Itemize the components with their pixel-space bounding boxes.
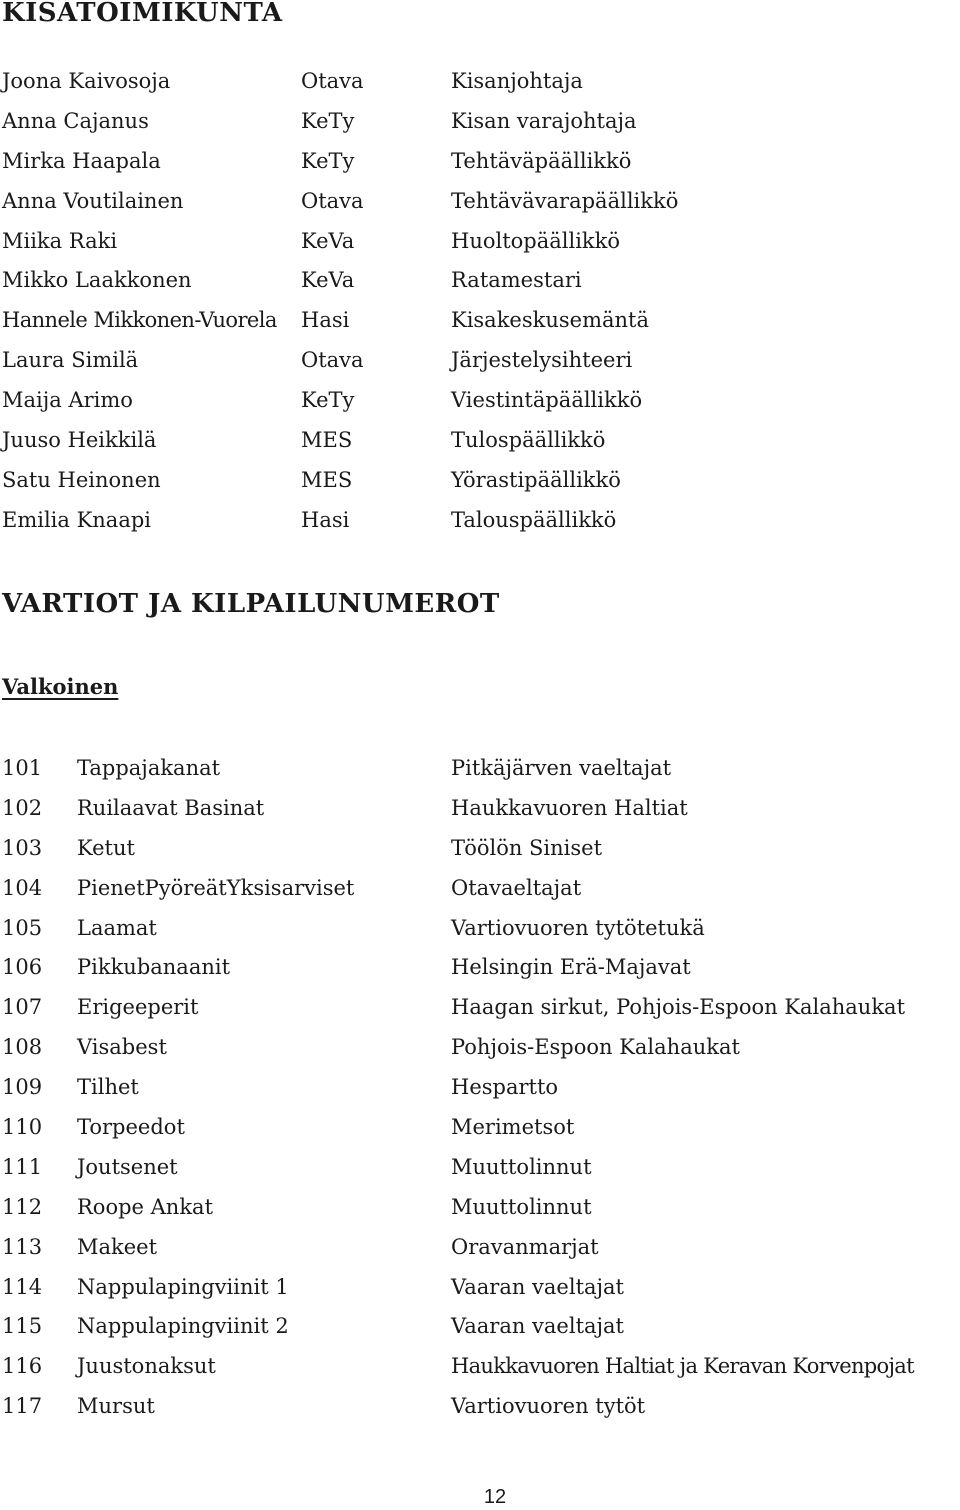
patrol-team: Roope Ankat (77, 1194, 214, 1219)
patrol-team: Torpeedot (77, 1115, 185, 1140)
patrols-heading: VARTIOT JA KILPAILUNUMEROT (2, 589, 500, 619)
member-role: Järjestelysihteeri (451, 348, 633, 373)
member-role: Talouspäällikkö (451, 507, 617, 532)
patrol-number: 117 (2, 1394, 43, 1419)
patrol-number: 103 (2, 835, 43, 860)
member-role: Viestintäpäällikkö (451, 388, 643, 413)
member-club: MES (301, 428, 353, 453)
committee-heading: KISATOIMIKUNTA (2, 0, 283, 28)
patrol-number: 107 (2, 995, 43, 1020)
series-title: Valkoinen (2, 674, 119, 699)
member-club: KeTy (301, 388, 355, 413)
patrol-number: 113 (2, 1234, 43, 1259)
member-name: Mirka Haapala (2, 148, 161, 173)
patrol-group: Muuttolinnut (451, 1194, 592, 1219)
member-club: KeTy (301, 148, 355, 173)
patrol-team: Nappulapingviinit 2 (77, 1314, 289, 1339)
patrol-team: Nappulapingviinit 1 (77, 1274, 289, 1299)
member-club: Otava (301, 188, 364, 213)
member-role: Ratamestari (451, 268, 582, 293)
member-club: KeTy (301, 108, 355, 133)
patrol-number: 106 (2, 955, 43, 980)
patrol-team: Tilhet (77, 1075, 139, 1100)
patrol-team: Mursut (77, 1394, 155, 1419)
member-name: Hannele Mikkonen-Vuorela (2, 308, 277, 333)
patrol-number: 114 (2, 1274, 43, 1299)
patrol-group: Pitkäjärven vaeltajat (451, 756, 672, 780)
member-club: MES (301, 467, 353, 492)
member-role: Kisan varajohtaja (451, 108, 637, 133)
patrol-group: Helsingin Erä-Majavat (451, 955, 691, 980)
patrol-team: Ketut (77, 835, 135, 860)
patrol-number: 112 (2, 1194, 43, 1219)
patrol-team: Erigeeperit (77, 995, 199, 1020)
patrol-group: Pohjois-Espoon Kalahaukat (451, 1035, 740, 1060)
member-club: Otava (301, 348, 364, 373)
member-club: Hasi (301, 308, 350, 333)
patrol-group: Töölön Siniset (451, 835, 603, 860)
patrol-group: Haagan sirkut, Pohjois-Espoon Kalahaukat (451, 995, 906, 1020)
patrol-group: Muuttolinnut (451, 1154, 592, 1179)
patrol-group: Haukkavuoren Haltiat (451, 795, 688, 820)
patrol-number: 110 (2, 1115, 43, 1140)
patrol-number: 104 (2, 875, 43, 900)
patrol-group: Oravanmarjat (451, 1234, 599, 1259)
member-name: Satu Heinonen (2, 467, 161, 492)
patrol-number: 111 (2, 1154, 43, 1179)
member-club: Hasi (301, 507, 350, 532)
patrol-number: 109 (2, 1075, 43, 1100)
page-number: 12 (483, 1486, 507, 1508)
patrol-number: 105 (2, 915, 43, 940)
member-name: Mikko Laakkonen (2, 268, 192, 293)
patrol-team: PienetPyöreätYksisarviset (77, 875, 355, 900)
patrol-number: 108 (2, 1035, 43, 1060)
patrol-group: Haukkavuoren Haltiat ja Keravan Korvenpojat (451, 1354, 914, 1379)
patrol-team: Laamat (77, 915, 157, 940)
patrol-number: 101 (2, 756, 43, 780)
patrol-group: Vartiovuoren tytötetukä (451, 915, 705, 940)
patrol-number: 102 (2, 795, 43, 820)
patrol-number: 115 (2, 1314, 43, 1339)
member-name: Juuso Heikkilä (2, 428, 157, 453)
member-role: Tehtäväpäällikkö (451, 148, 632, 173)
member-role: Yörastipäällikkö (451, 467, 621, 492)
patrol-group: Otavaeltajat (451, 875, 582, 900)
patrol-group: Vaaran vaeltajat (451, 1274, 624, 1299)
patrol-group: Hespartto (451, 1075, 559, 1100)
patrol-group: Vartiovuoren tytöt (451, 1394, 646, 1419)
member-name: Maija Arimo (2, 388, 133, 413)
patrol-team: Tappajakanat (77, 756, 221, 780)
patrol-team: Visabest (77, 1035, 167, 1060)
member-name: Anna Voutilainen (2, 188, 184, 213)
member-club: KeVa (301, 228, 355, 253)
member-name: Emilia Knaapi (2, 507, 151, 532)
patrol-team: Ruilaavat Basinat (77, 795, 265, 820)
member-name: Laura Similä (2, 348, 139, 373)
patrol-group: Vaaran vaeltajat (451, 1314, 624, 1339)
member-role: Kisanjohtaja (451, 69, 583, 93)
member-role: Huoltopäällikkö (451, 228, 621, 253)
patrol-team: Pikkubanaanit (77, 955, 231, 980)
patrol-number: 116 (2, 1354, 43, 1379)
patrol-team: Juustonaksut (77, 1354, 216, 1379)
patrol-team: Joutsenet (77, 1154, 178, 1179)
member-club: Otava (301, 69, 364, 93)
member-role: Tulospäällikkö (451, 428, 606, 453)
member-role: Tehtävävarapäällikkö (451, 188, 679, 213)
member-name: Joona Kaivosoja (2, 69, 171, 93)
patrol-group: Merimetsot (451, 1115, 575, 1140)
patrol-team: Makeet (77, 1234, 158, 1259)
member-club: KeVa (301, 268, 355, 293)
member-name: Anna Cajanus (2, 108, 149, 133)
member-role: Kisakeskusemäntä (451, 308, 650, 333)
member-name: Miika Raki (2, 228, 118, 253)
